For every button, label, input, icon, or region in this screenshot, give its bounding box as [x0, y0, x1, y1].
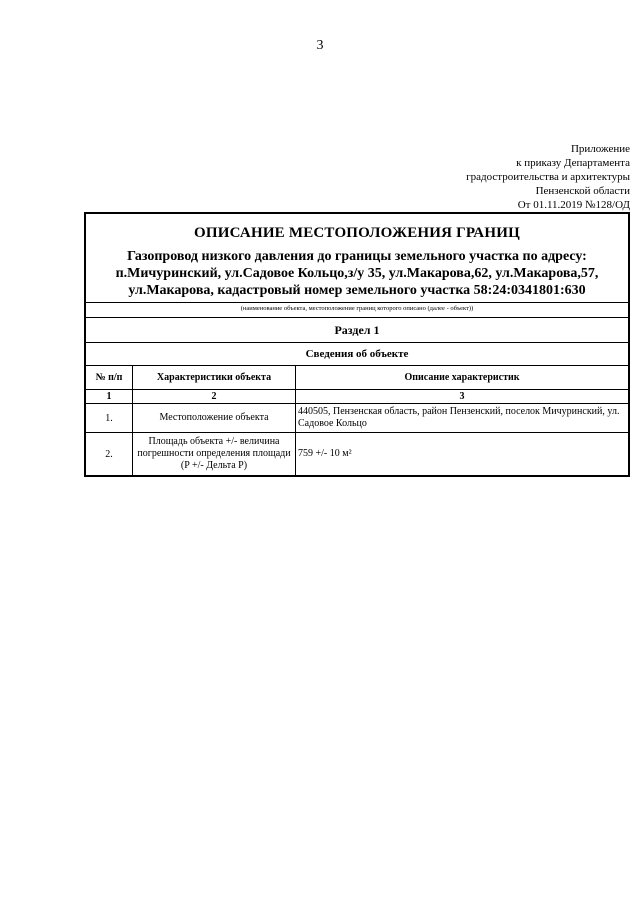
- appendix-line: Приложение: [570, 143, 630, 155]
- appendix-block: [466, 142, 630, 212]
- object-caption: (наименование объекта, местоположение границ которого описано (далее - объект)): [86, 302, 628, 317]
- column-number: 2: [133, 390, 296, 404]
- column-number: 1: [86, 390, 133, 404]
- column-number: 3: [296, 390, 629, 404]
- object-name-line: Газопровод низкого давления до границы земельного участка по адресу:: [127, 249, 587, 264]
- appendix-line: Пензенской области: [535, 185, 630, 197]
- row-characteristic: Местоположение объекта: [133, 404, 296, 433]
- object-name-line: ул.Макарова, кадастровый номер земельного участка 58:24:0341801:630: [128, 283, 586, 298]
- page-number: 3: [316, 38, 324, 53]
- table-row: [86, 433, 628, 476]
- header-characteristic: Характеристики объекта: [133, 366, 296, 390]
- row-description: 759 +/- 10 м²: [296, 433, 629, 476]
- table-row: [86, 404, 628, 433]
- row-number: 1.: [86, 404, 133, 433]
- boundary-description-form: [84, 212, 630, 477]
- form-title: ОПИСАНИЕ МЕСТОПОЛОЖЕНИЯ ГРАНИЦ: [194, 225, 520, 241]
- appendix-line: градостроительства и архитектуры: [466, 171, 630, 183]
- object-info-table: [86, 365, 628, 475]
- header-number: № п/п: [86, 366, 133, 390]
- object-name-line: п.Мичуринский, ул.Садовое Кольцо,з/у 35, ул.Макарова,62, ул.Макарова,57,: [115, 266, 599, 281]
- appendix-line: От 01.11.2019 №128/ОД: [517, 199, 630, 211]
- section-title: Раздел 1: [86, 317, 628, 342]
- row-characteristic: Площадь объекта +/- величина погрешности определения площади (P +/- Дельта P): [133, 433, 296, 476]
- column-number-row: [86, 390, 628, 404]
- row-number: 2.: [86, 433, 133, 476]
- header-description: Описание характеристик: [296, 366, 629, 390]
- info-title: Сведения об объекте: [86, 342, 628, 365]
- table-header-row: [86, 366, 628, 390]
- row-description: 440505, Пензенская область, район Пензенский, поселок Мичуринский, ул. Садовое Кольцо: [296, 404, 629, 433]
- object-name: [86, 247, 628, 302]
- appendix-line: к приказу Департамента: [516, 157, 630, 169]
